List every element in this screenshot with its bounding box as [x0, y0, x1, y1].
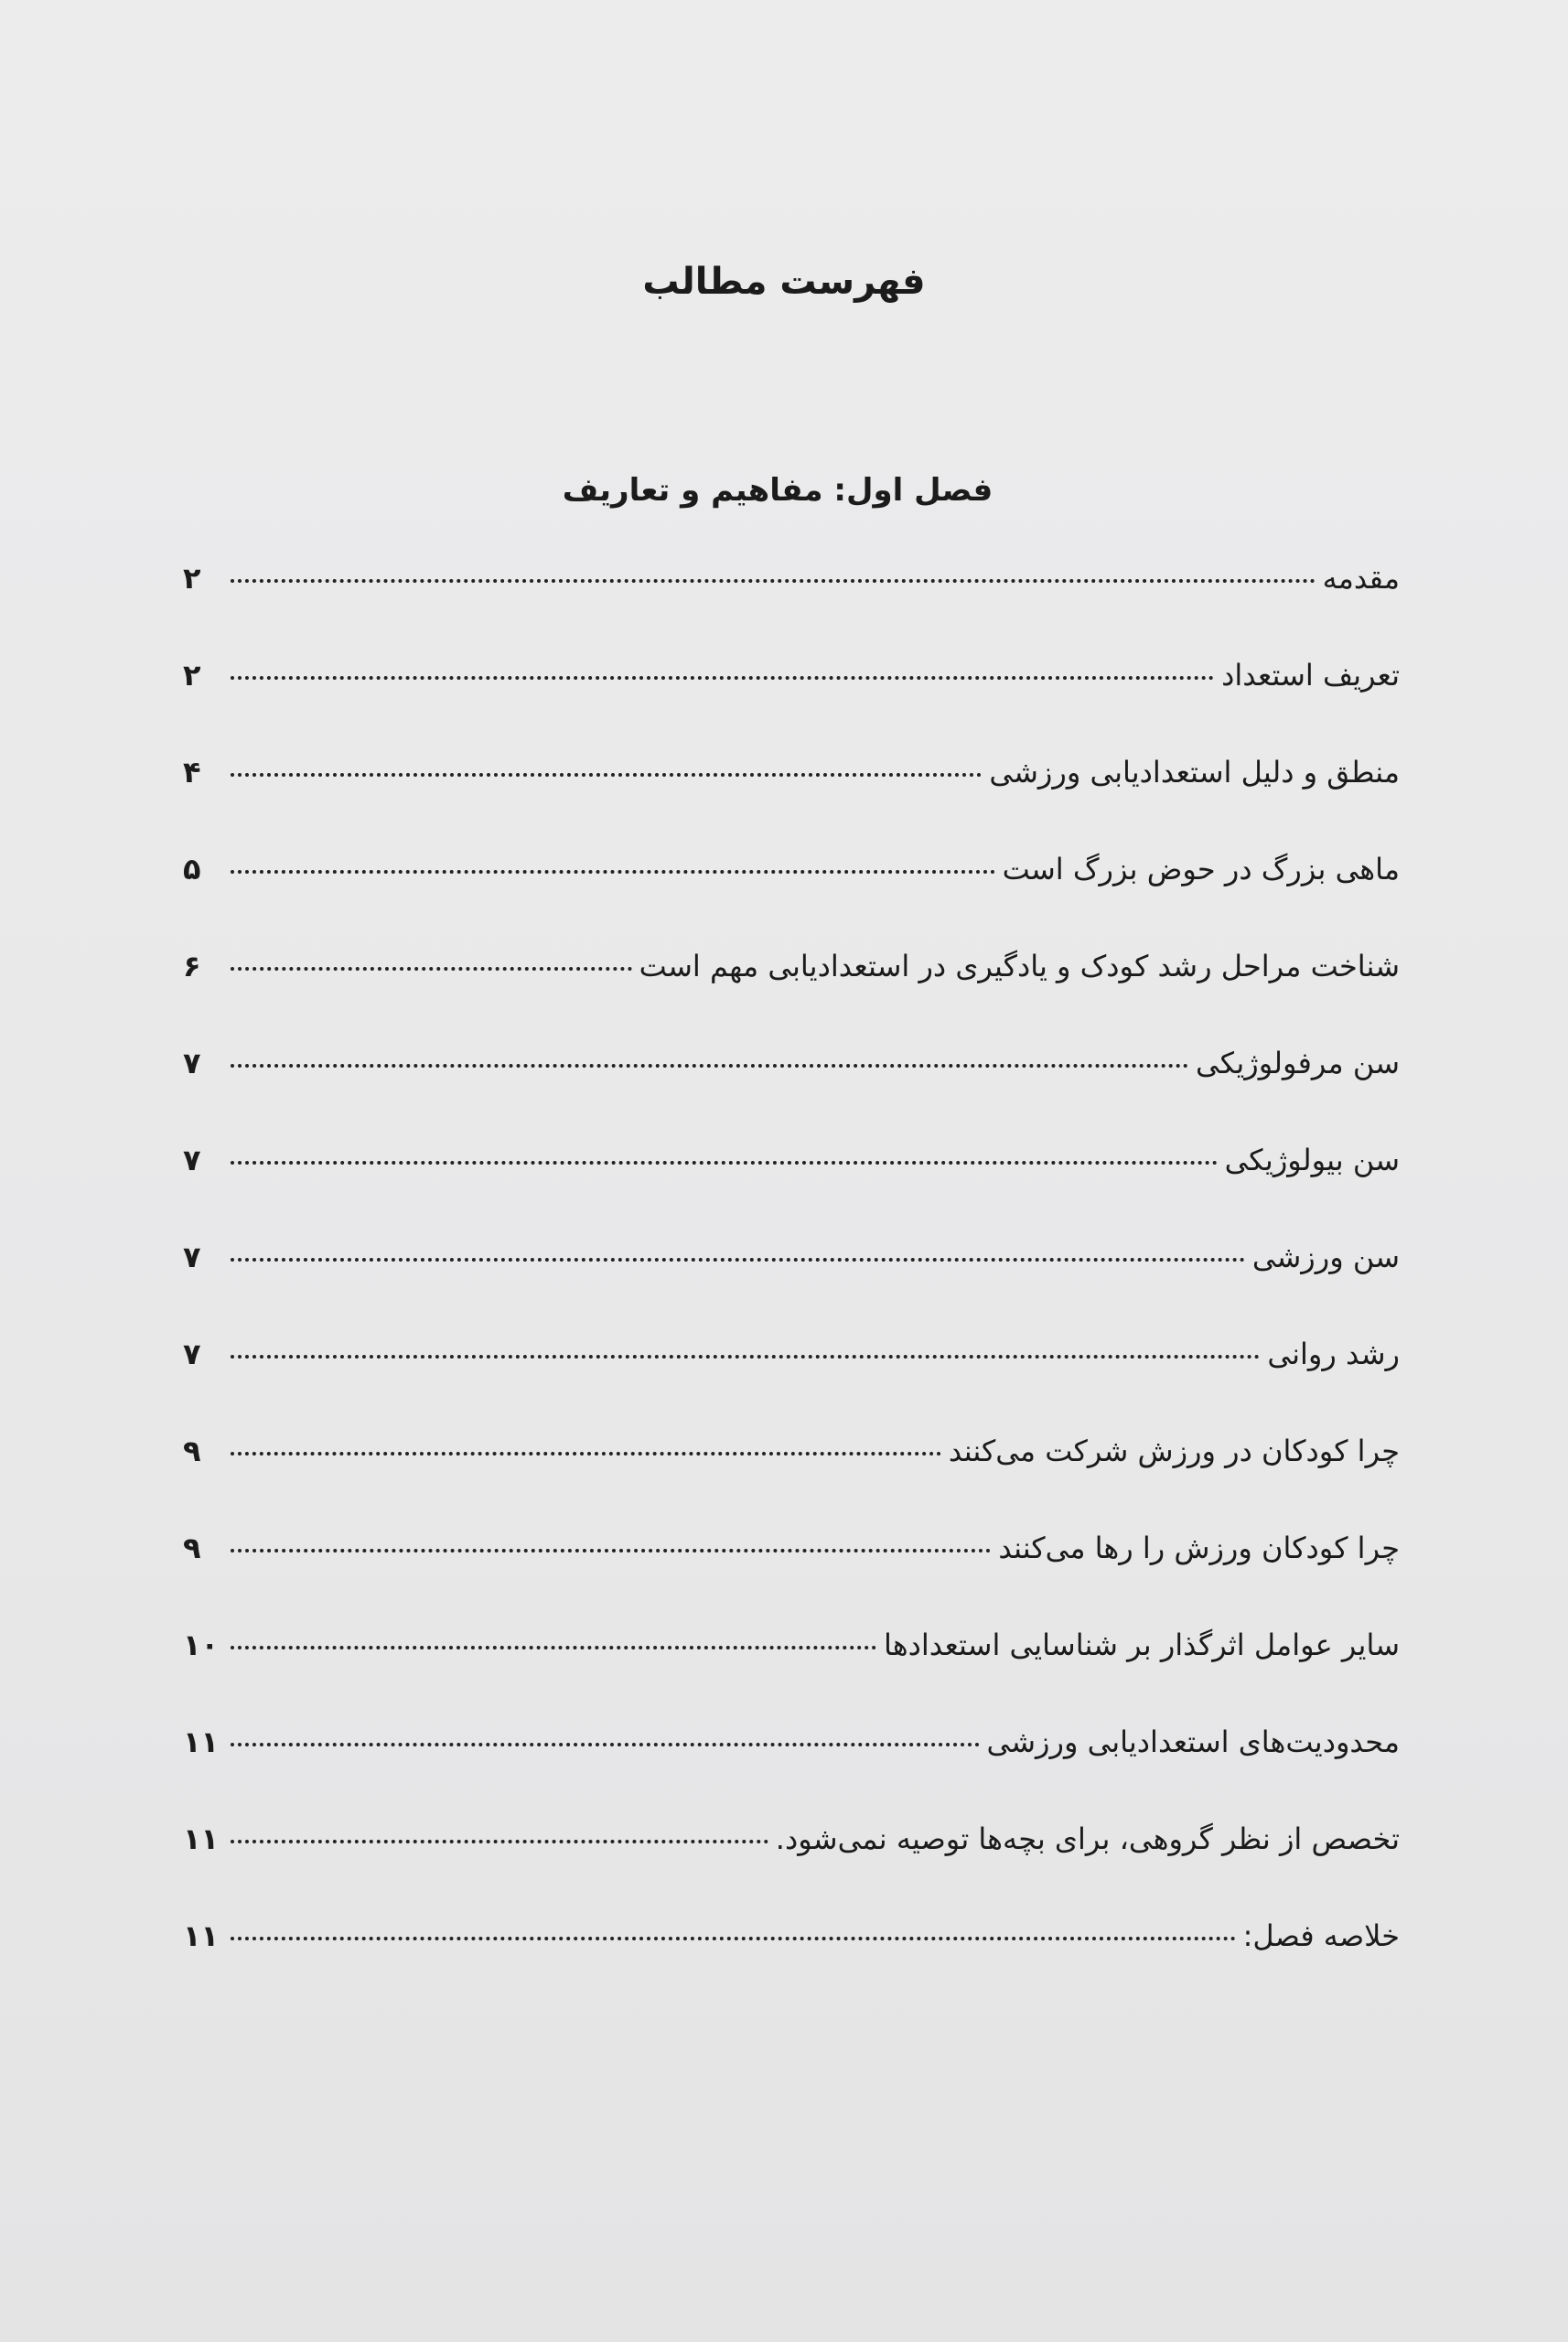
- toc-page-number: ۵: [183, 852, 201, 886]
- toc-entry-title: ماهی بزرگ در حوض بزرگ است: [1002, 852, 1400, 886]
- toc-page-number: ۷: [183, 1337, 201, 1371]
- toc-entry-title: شناخت مراحل رشد کودک و یادگیری در استعدادیابی مهم است: [639, 949, 1400, 983]
- toc-entry-title: خلاصه فصل:: [1242, 1918, 1400, 1953]
- dot-leader: [231, 1161, 1218, 1165]
- dot-leader: [231, 1452, 941, 1456]
- dot-leader: [231, 579, 1316, 583]
- dot-leader: [231, 1937, 1236, 1940]
- dot-leader: [231, 1064, 1188, 1068]
- toc-entry-title: تعریف استعداد: [1221, 658, 1400, 693]
- toc-entry: [183, 1231, 1400, 1328]
- toc-entry: [183, 1037, 1400, 1134]
- toc-entry: [183, 1425, 1400, 1522]
- page-title: فهرست مطالب: [642, 261, 926, 303]
- toc-page-number: ۱۱: [183, 1918, 220, 1953]
- toc-entry: [183, 1813, 1400, 1910]
- dot-leader: [231, 1646, 876, 1649]
- toc-page-number: ۲: [183, 658, 201, 693]
- toc-page-number: ۱۰: [183, 1628, 220, 1662]
- dot-leader: [231, 1355, 1260, 1359]
- toc-entry-title: سن بیولوژیکی: [1224, 1143, 1400, 1177]
- chapter-title: فصل اول: مفاهیم و تعاریف: [562, 472, 993, 509]
- toc-entry-title: رشد روانی: [1267, 1337, 1400, 1371]
- dot-leader: [231, 676, 1214, 680]
- dot-leader: [231, 1840, 768, 1843]
- toc-entry-title: چرا کودکان در ورزش شرکت می‌کنند: [948, 1434, 1400, 1468]
- toc-entry: [183, 650, 1400, 747]
- dot-leader: [231, 1258, 1245, 1262]
- toc-entry-title: مقدمه: [1322, 561, 1400, 596]
- toc-entry: [183, 1328, 1400, 1425]
- toc-entry-title: چرا کودکان ورزش را رها می‌کنند: [998, 1531, 1400, 1565]
- toc-page-number: ۲: [183, 561, 201, 596]
- dot-leader: [231, 1743, 980, 1746]
- toc-entry: [183, 843, 1400, 940]
- toc-page-number: ۹: [183, 1434, 201, 1468]
- toc-page-number: ۱۱: [183, 1821, 220, 1856]
- toc-entry: [183, 747, 1400, 843]
- toc-entry-title: تخصص از نظر گروهی، برای بچه‌ها توصیه نمی‌شود.: [775, 1821, 1400, 1856]
- toc-entry-title: سن ورزشی: [1251, 1240, 1400, 1274]
- toc-entry-title: سایر عوامل اثرگذار بر شناسایی استعدادها: [884, 1628, 1400, 1662]
- toc-page-number: ۶: [183, 949, 201, 983]
- toc-entry-title: منطق و دلیل استعدادیابی ورزشی: [989, 755, 1400, 790]
- toc-entry-title: سن مرفولوژیکی: [1196, 1046, 1400, 1080]
- toc-page-number: ۷: [183, 1143, 201, 1177]
- table-of-contents: [183, 553, 1400, 2007]
- toc-page-number: ۴: [183, 755, 201, 790]
- dot-leader: [231, 1549, 991, 1552]
- toc-page-number: ۷: [183, 1240, 201, 1274]
- toc-entry: [183, 940, 1400, 1037]
- toc-entry-title: محدودیت‌های استعدادیابی ورزشی: [986, 1724, 1400, 1759]
- dot-leader: [231, 870, 995, 874]
- toc-entry: [183, 1619, 1400, 1716]
- toc-page-number: ۱۱: [183, 1724, 220, 1759]
- toc-entry: [183, 1522, 1400, 1619]
- toc-page-number: ۷: [183, 1046, 201, 1080]
- toc-entry: [183, 1716, 1400, 1813]
- toc-page-number: ۹: [183, 1531, 201, 1565]
- toc-entry: [183, 553, 1400, 650]
- toc-entry: [183, 1910, 1400, 2007]
- dot-leader: [231, 773, 982, 777]
- toc-entry: [183, 1134, 1400, 1231]
- dot-leader: [231, 967, 632, 971]
